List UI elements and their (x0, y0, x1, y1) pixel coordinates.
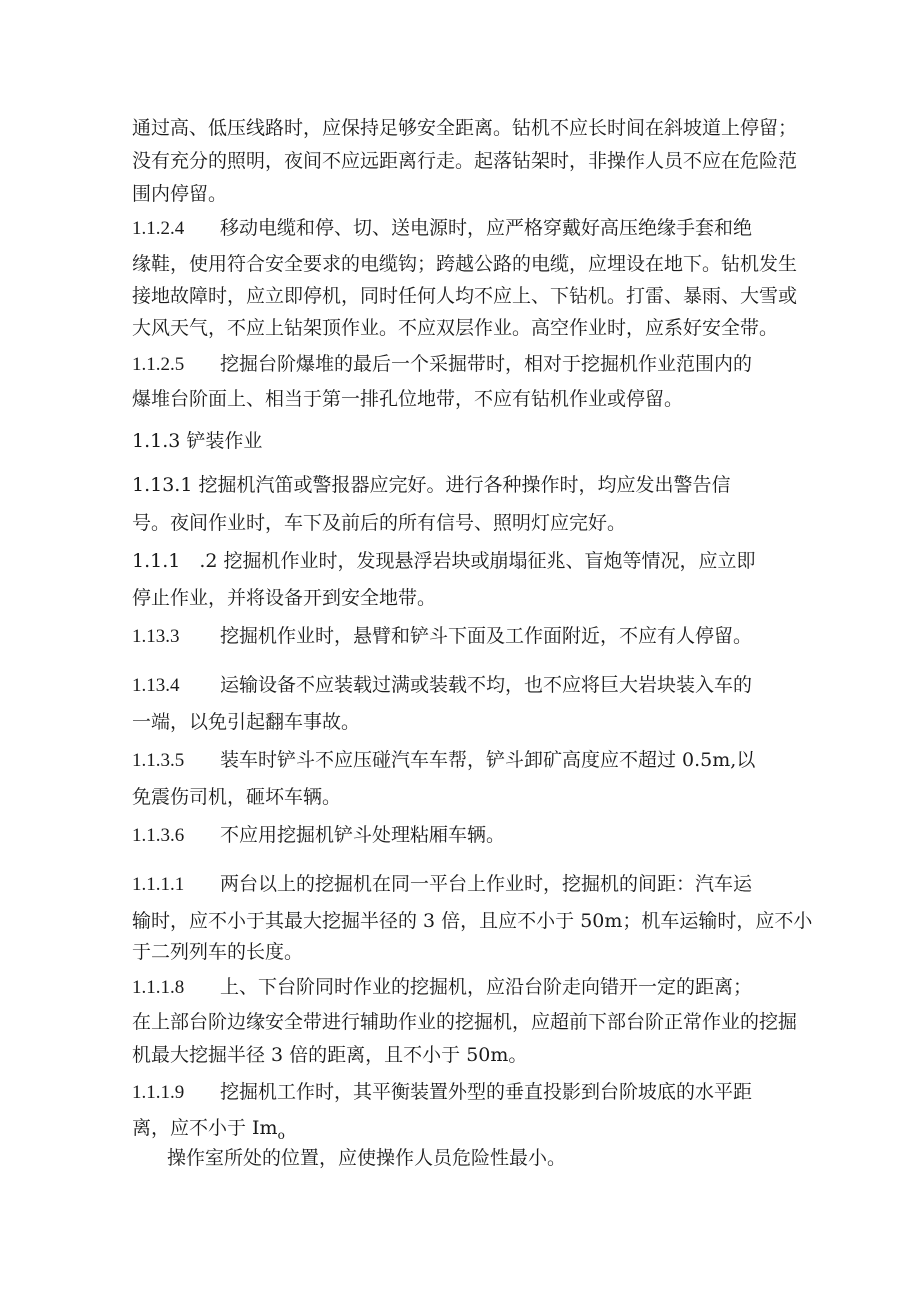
text-line: 号。夜间作业时，车下及前后的所有信号、照明灯应完好。 (132, 512, 627, 534)
text-line: 缘鞋，使用符合安全要求的电缆钩；跨越公路的电缆，应埋设在地下。钻机发生 (132, 253, 798, 275)
clause-number: 1.1.1.1 (132, 874, 185, 895)
clause-1-1-1-2: 1.1.1 .2 挖掘机作业时，发现悬浮岩块或崩塌征兆、盲炮等情况，应立即 (132, 550, 756, 572)
clause-1-1-3-6: 1.1.3.6 不应用挖掘机铲斗处理粘厢车辆。 (132, 824, 506, 846)
clause-number: 1.1.2.4 (132, 218, 185, 239)
text-line: 机最大挖掘半径 3 倍的距离，且不小于 50m。 (132, 1044, 528, 1066)
clause-number: 1.13.4 (132, 675, 180, 696)
text-line: 围内停留。 (132, 183, 228, 205)
clause-1-13-3: 1.13.3 挖掘机作业时，悬臂和铲斗下面及工作面附近，不应有人停留。 (132, 625, 753, 647)
section-heading: 1.1.3 铲装作业 (132, 430, 263, 452)
text-line: 一端，以免引起翻车事故。 (132, 711, 361, 733)
subscript-o: o (277, 1127, 285, 1142)
clause-1-1-1-8: 1.1.1.8 上、下台阶同时作业的挖掘机，应沿台阶走向错开一定的距离； (132, 976, 753, 998)
text-line: 接地故障时，应立即停机，同时任何人均不应上、下钻机。打雷、暴雨、大雪或 (132, 285, 798, 307)
clause-1-1-1-9: 1.1.1.9 挖掘机工作时，其平衡装置外型的垂直投影到台阶坡底的水平距 (132, 1081, 753, 1103)
clause-1-13-1: 1.13.1 挖掘机汽笛或警报器应完好。进行各种操作时，均应发出警告信 (132, 474, 731, 496)
text-line: 离，应不小于 $Im_o$ (132, 1117, 285, 1142)
clause-1-1-1-1: 1.1.1.1 两台以上的挖掘机在同一平台上作业时，挖掘机的间距：汽车运 (132, 873, 753, 895)
clause-number: 1.1.3.5 (132, 750, 185, 771)
clause-number: 1.13.3 (132, 626, 180, 647)
text-line: 免震伤司机，砸坏车辆。 (132, 786, 342, 808)
clause-number: 1.1.1.9 (132, 1082, 185, 1103)
clause-number: 1.1.2.5 (132, 354, 185, 375)
text-line: 大风天气，不应上钻架顶作业。不应双层作业。高空作业时，应系好安全带。 (132, 317, 779, 339)
text-line: 操作室所处的位置，应使操作人员危险性最小。 (167, 1147, 567, 1169)
clause-1-13-4: 1.13.4 运输设备不应装载过满或装载不均，也不应将巨大岩块装入车的 (132, 674, 753, 696)
clause-number: 1.1.1.8 (132, 977, 185, 998)
text-line: 停止作业，并将设备开到安全地带。 (132, 587, 437, 609)
clause-1-1-2-5: 1.1.2.5 挖掘台阶爆堆的最后一个采掘带时，相对于挖掘机作业范围内的 (132, 353, 753, 375)
text-line: 于二列列车的长度。 (132, 941, 304, 963)
text-line: 爆堆台阶面上、相当于第一排孔位地带，不应有钻机作业或停留。 (132, 388, 684, 410)
text-line: 通过高、低压线路时，应保持足够安全距离。钻机不应长时间在斜坡道上停留； (132, 117, 798, 139)
clause-1-1-3-5: 1.1.3.5 装车时铲斗不应压碰汽车车帮，铲斗卸矿高度应不超过 0.5m,以 (132, 749, 756, 771)
text-line: 在上部台阶边缘安全带进行辅助作业的挖掘机，应超前下部台阶正常作业的挖掘 (132, 1011, 798, 1033)
clause-1-1-2-4: 1.1.2.4 移动电缆和停、切、送电源时，应严格穿戴好高压绝缘手套和绝 (132, 217, 753, 239)
text-line: 没有充分的照明，夜间不应远距离行走。起落钻架时，非操作人员不应在危险范 (132, 150, 798, 172)
clause-number: 1.1.3.6 (132, 825, 185, 846)
text-line: 输时，应不小于其最大挖掘半径的 3 倍，且应不小于 50m；机车运输时，应不小 (132, 910, 813, 932)
